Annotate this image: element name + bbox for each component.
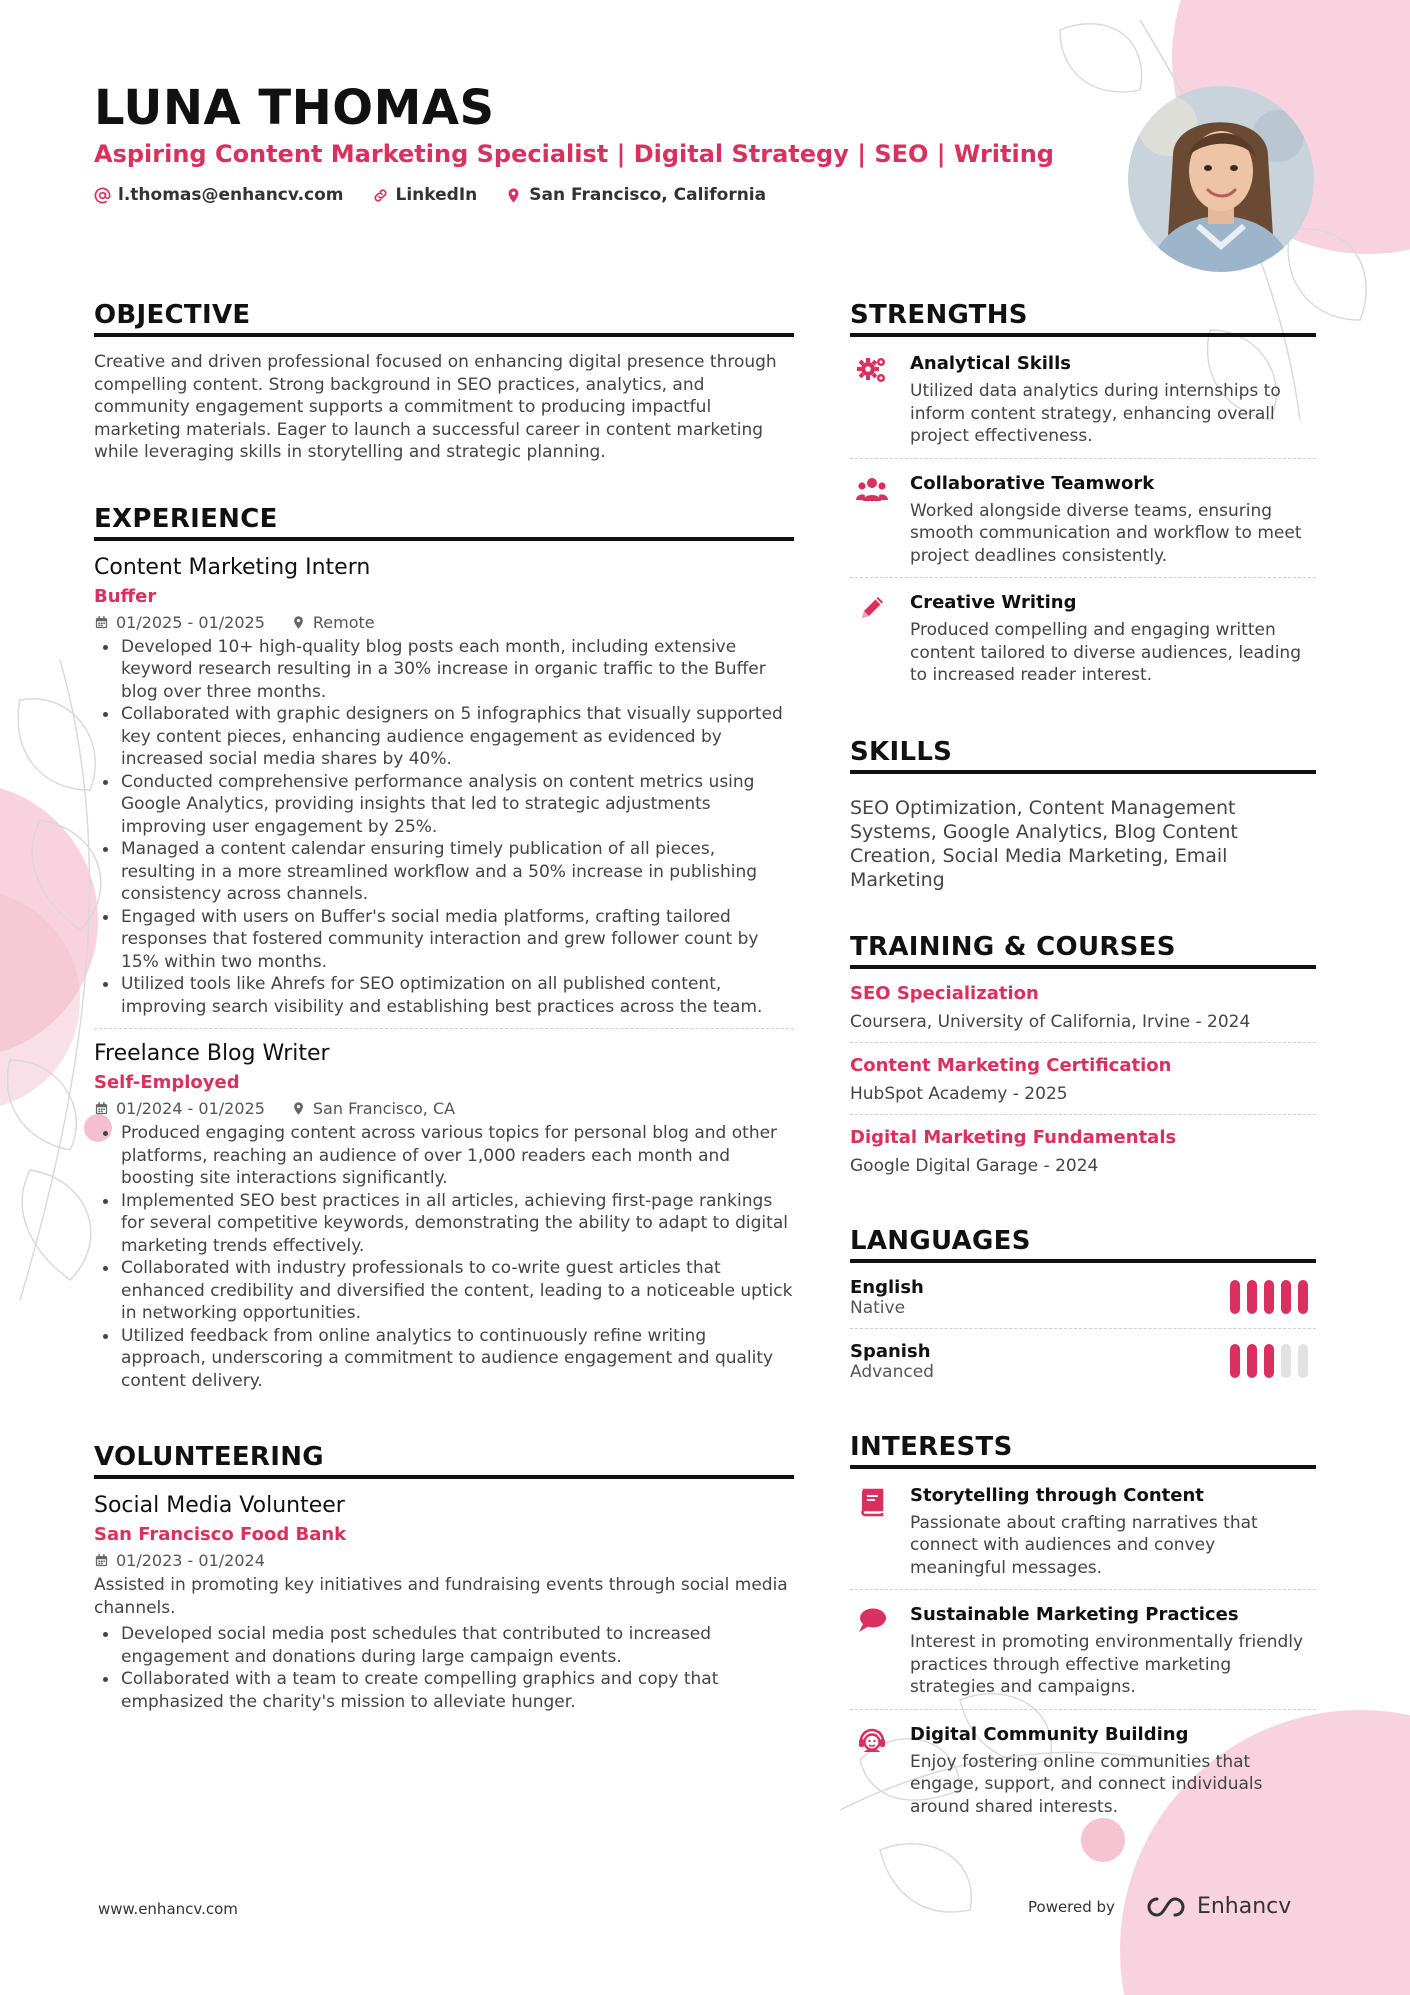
course-provider: Google Digital Garage - 2024 [850,1155,1099,1176]
course-item [850,983,1316,1043]
rating-bar-filled [1230,1344,1240,1378]
bullet-item: Implemented SEO best practices in all articles, achieving first-page rankings for several competitive keywords, demonstrating the ability to adapt to digital marketing trends effectively. [94,1190,794,1258]
job-dates-text: 01/2024 - 01/2025 [116,1099,265,1118]
volunteering-heading: VOLUNTEERING [94,1442,794,1479]
rating-bar-filled [1264,1344,1274,1378]
job-meta [94,1099,794,1118]
strength-item [850,471,1316,579]
location-text: San Francisco, California [529,185,767,205]
powered-by-text: Powered by [1028,1897,1115,1916]
link-icon [372,187,389,204]
footer-powered [1028,1894,1291,1919]
strength-item [850,351,1316,459]
headset-user-icon [856,1726,888,1756]
profile-photo [1128,86,1314,272]
at-icon [94,187,111,204]
interest-desc: Passionate about crafting narratives that connect with audiences and convey meaningful messages. [910,1512,1258,1578]
volunteer-summary: Assisted in promoting key initiatives and fundraising events through social media channels. [94,1575,788,1618]
job-title: Content Marketing Intern [94,554,371,580]
rating-bar-filled [1264,1280,1274,1314]
rating-bar-filled [1298,1280,1308,1314]
bullet-item: Collaborated with a team to create compelling graphics and copy that emphasized the charity's mission to alleviate hunger. [94,1668,794,1713]
job-dates [94,613,265,632]
language-item [850,1341,1316,1392]
job-bullets [94,636,794,1019]
enhancv-logo-text: Enhancv [1196,1894,1292,1919]
language-rating [1230,1344,1308,1378]
skills-section [850,737,1316,892]
interest-desc: Interest in promoting environmentally friendly practices through effective marketing strategies and campaigns. [910,1632,1304,1697]
job-entry [94,1041,794,1402]
interest-item [850,1602,1316,1710]
languages-heading: LANGUAGES [850,1226,1316,1263]
strength-desc: Produced compelling and engaging written content tailored to diverse audiences, leading to increased reader interest. [910,620,1301,685]
course-provider: HubSpot Academy - 2025 [850,1083,1068,1104]
interest-title: Storytelling through Content [910,1484,1204,1506]
calendar-icon [94,615,109,630]
rating-bar-filled [1247,1344,1257,1378]
objective-text: Creative and driven professional focused on enhancing digital presence through compelling content. Strong background in SEO practices, analytics, and community engagement supports a commitment to producing impactful marketing materials. Eager to launch a successful career in content marketing while leveraging skills in storytelling and strategic planning. [94,352,777,462]
users-icon [856,475,888,505]
strength-title: Collaborative Teamwork [910,472,1155,494]
course-title: Digital Marketing Fundamentals [850,1126,1177,1148]
rating-bar-empty [1281,1344,1291,1378]
strength-desc: Utilized data analytics during internships to inform content strategy, enhancing overall project effectiveness. [910,381,1281,446]
volunteering-section [94,1442,794,1713]
language-name: Spanish [850,1340,931,1362]
course-item [850,1055,1316,1115]
bullet-item: Produced engaging content across various topics for personal blog and other platforms, reaching an audience of over 1,000 readers each month and boosting site interactions significantly. [94,1122,794,1190]
email-text: l.thomas@enhancv.com [118,185,344,205]
objective-heading: OBJECTIVE [94,300,794,337]
job-company: Self-Employed [94,1072,240,1093]
bullet-item: Utilized feedback from online analytics to continuously refine writing approach, underscoring a commitment to audience engagement and quality content delivery. [94,1325,794,1393]
interest-item [850,1483,1316,1591]
candidate-name: LUNA THOMAS [94,80,495,136]
volunteer-dates [94,1551,265,1570]
volunteer-meta [94,1551,794,1570]
experience-heading: EXPERIENCE [94,504,794,541]
rating-bar-filled [1230,1280,1240,1314]
job-title: Freelance Blog Writer [94,1041,330,1066]
course-item [850,1127,1316,1186]
job-location-text: San Francisco, CA [312,1099,456,1118]
rating-bar-filled [1247,1280,1257,1314]
job-location [291,1099,455,1118]
course-title: Content Marketing Certification [850,1054,1172,1076]
book-icon [856,1487,888,1517]
strength-item [850,590,1316,697]
enhancv-logo-icon [1143,1895,1189,1919]
pencil-icon [856,594,888,624]
footer-website[interactable]: www.enhancv.com [98,1900,238,1918]
language-rating [1230,1280,1308,1314]
interest-item [850,1722,1316,1829]
bullet-item: Engaged with users on Buffer's social media platforms, crafting tailored responses that fostered community interaction and grew follower count by 15% within two months. [94,906,794,974]
training-heading: TRAINING & COURSES [850,932,1316,969]
bullet-item: Utilized tools like Ahrefs for SEO optimization on all published content, improving search visibility and establishing best practices across the team. [94,973,794,1018]
job-company: Buffer [94,585,157,607]
job-dates-text: 01/2025 - 01/2025 [116,612,265,632]
language-item [850,1277,1316,1329]
bullet-item: Collaborated with industry professionals to co-write guest articles that enhanced credibility and diversified the content, leading to a noticeable uptick in networking opportunities. [94,1257,794,1325]
speech-bubble-icon [856,1606,888,1636]
map-pin-icon [291,1101,306,1116]
contact-location [505,185,766,205]
calendar-icon [94,1101,109,1116]
right-column [850,300,1316,1868]
rating-bar-filled [1281,1280,1291,1314]
bullet-item: Developed social media post schedules that contributed to increased engagement and donations during large campaign events. [94,1623,794,1668]
job-meta [94,613,794,632]
language-name: English [850,1276,924,1298]
strength-title: Creative Writing [910,592,1077,613]
strengths-section [850,300,1316,697]
contact-linkedin[interactable] [372,185,478,205]
strengths-heading: STRENGTHS [850,300,1316,337]
map-pin-icon [291,615,306,630]
training-section [850,932,1316,1186]
calendar-icon [94,1553,109,1568]
interests-heading: INTERESTS [850,1432,1316,1469]
bullet-item: Developed 10+ high-quality blog posts each month, including extensive keyword research resulting in a 30% increase in organic traffic to the Buffer blog over three months. [94,636,794,704]
bullet-item: Collaborated with graphic designers on 5 infographics that visually supported key content pieces, enhancing audience engagement as evidenced by increased social media shares by 40%. [94,703,794,771]
strength-title: Analytical Skills [910,353,1071,374]
language-level: Advanced [850,1361,934,1382]
skills-list: SEO Optimization, Content Management Systems, Google Analytics, Blog Content Creation, Social Media Marketing, Email Marketing [850,796,1238,891]
job-entry [94,555,794,1030]
map-pin-icon [505,187,522,204]
interests-section [850,1432,1316,1829]
interest-desc: Enjoy fostering online communities that engage, support, and connect individuals around shared interests. [910,1751,1263,1817]
contact-email[interactable] [94,185,344,205]
volunteer-org: San Francisco Food Bank [94,1524,347,1545]
tagline: Aspiring Content Marketing Specialist | Digital Strategy | SEO | Writing [94,140,1054,168]
bullet-item: Managed a content calendar ensuring timely publication of all pieces, resulting in a more streamlined workflow and a 50% increase in publishing consistency across channels. [94,838,794,906]
job-dates [94,1099,265,1118]
portrait-illustration [1128,86,1314,272]
volunteer-role: Social Media Volunteer [94,1493,345,1518]
left-column [94,300,794,1753]
job-location-text: Remote [312,612,375,632]
gears-icon [856,355,888,385]
interest-title: Sustainable Marketing Practices [910,1604,1239,1625]
rating-bar-empty [1298,1344,1308,1378]
contact-row [94,185,766,205]
bullet-item: Conducted comprehensive performance analysis on content metrics using Google Analytics, providing insights that led to strategic adjustments improving user engagement by 25%. [94,771,794,839]
interest-title: Digital Community Building [910,1723,1189,1745]
job-bullets [94,1122,794,1392]
languages-section [850,1226,1316,1392]
job-location [291,613,375,632]
linkedin-text: LinkedIn [395,185,478,205]
objective-section [94,300,794,464]
skills-heading: SKILLS [850,737,1316,774]
course-provider: Coursera, University of California, Irvine - 2024 [850,1011,1251,1032]
strength-desc: Worked alongside diverse teams, ensuring smooth communication and workflow to meet project deadlines consistently. [910,500,1302,566]
experience-section [94,504,794,1403]
course-title: SEO Specialization [850,982,1039,1004]
volunteer-dates-text: 01/2023 - 01/2024 [116,1551,265,1570]
language-level: Native [850,1297,906,1318]
enhancv-logo[interactable] [1143,1894,1291,1919]
volunteer-bullets [94,1623,794,1713]
